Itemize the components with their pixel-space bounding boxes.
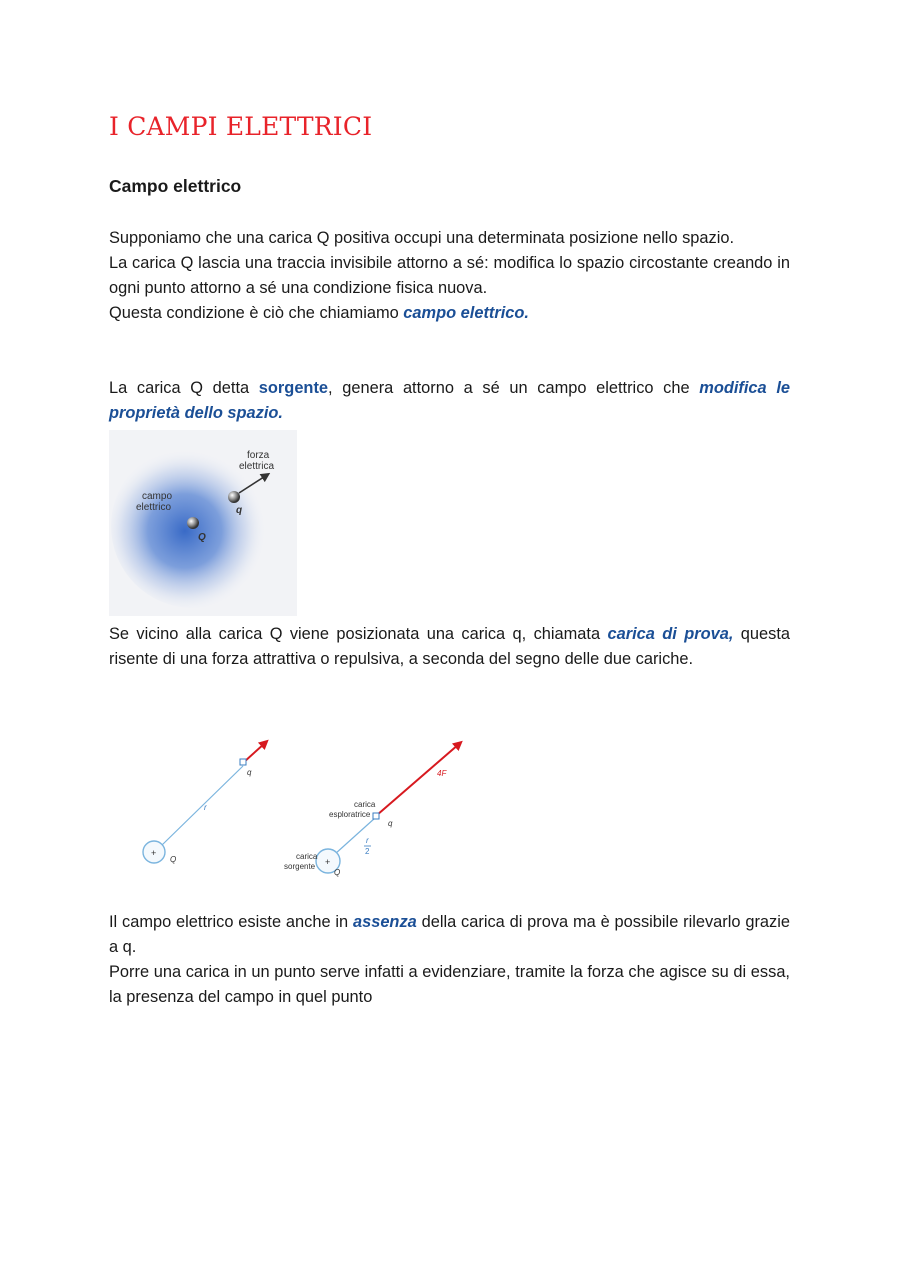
plus-sign-right: +: [325, 857, 331, 867]
conclusion-sentence-2: Porre una carica in un punto serve infatti a evidenziare, tramite la forza che agisce su di essa, la presenza del campo in quel punto: [109, 963, 790, 1006]
label-left-r: r: [204, 803, 207, 812]
label-right-r: r: [366, 836, 369, 845]
highlight-modifica: modifica le proprietà dello spazio.: [109, 379, 790, 422]
label-right-explorer-1: carica: [354, 800, 376, 809]
test-charge-text-post: questa risente di una forza attrattiva o repulsiva, a seconda del segno delle due cariche.: [109, 625, 790, 668]
figure-force-distance: [129, 726, 499, 886]
test-charge-icon: [228, 491, 240, 503]
paragraph-test-charge: [109, 622, 790, 672]
label-campo: campo: [142, 491, 173, 502]
label-right-source-1: carica: [296, 852, 318, 861]
label-right-q: q: [388, 819, 393, 828]
paragraph-source: [109, 376, 790, 426]
distance-line-left: [161, 766, 243, 846]
sentence-2: La carica Q lascia una traccia invisibile attorno a sé: modifica lo spazio circostante creando in ogni punto attorno a sé una condizione fisica nuova.: [109, 254, 790, 297]
source-text-pre: La carica Q detta: [109, 379, 259, 397]
test-charge-left-icon: [240, 759, 246, 765]
label-left-q: q: [247, 768, 252, 777]
test-charge-text-pre: Se vicino alla carica Q viene posizionata una carica q, chiamata: [109, 625, 608, 643]
sentence-3-text: Questa condizione è ciò che chiamiamo: [109, 304, 404, 322]
page-title: I CAMPI ELETTRICI: [109, 112, 373, 141]
highlight-campo-elettrico: campo elettrico.: [403, 304, 529, 322]
label-forza: forza: [247, 450, 270, 461]
force-arrow-right-icon: [377, 744, 459, 815]
force-arrow-left-icon: [244, 743, 265, 762]
section-heading: Campo elettrico: [109, 176, 242, 196]
figure-electric-field: [109, 430, 297, 616]
label-elettrica: elettrica: [239, 461, 275, 472]
label-q: q: [236, 505, 243, 516]
label-right-two: 2: [365, 847, 370, 856]
label-left-Q: Q: [170, 855, 177, 864]
test-charge-right-icon: [373, 813, 379, 819]
label-Q: Q: [198, 532, 206, 543]
highlight-assenza: assenza: [352, 913, 417, 931]
label-right-source-2: sorgente: [284, 862, 316, 871]
label-right-explorer-2: esploratrice: [329, 810, 371, 819]
label-elettrico: elettrico: [136, 502, 172, 513]
highlight-carica-di-prova: carica di prova,: [607, 625, 734, 643]
conclusion-text-post: della carica di prova ma è possibile rilevarlo grazie a q.: [109, 913, 790, 956]
source-charge-icon: [187, 517, 199, 529]
plus-sign-left: +: [151, 848, 157, 858]
sentence-3: [109, 304, 529, 322]
paragraph-conclusion: [109, 910, 790, 1010]
paragraph-intro: [109, 226, 790, 326]
source-text-mid: , genera attorno a sé un campo elettrico che: [328, 379, 700, 397]
label-right-Q: Q: [334, 868, 341, 877]
highlight-sorgente: sorgente: [258, 379, 329, 397]
label-right-force: 4F: [437, 769, 447, 778]
conclusion-text-pre: Il campo elettrico esiste anche in: [109, 913, 353, 931]
sentence-1: Supponiamo che una carica Q positiva occupi una determinata posizione nello spazio.: [109, 229, 735, 247]
